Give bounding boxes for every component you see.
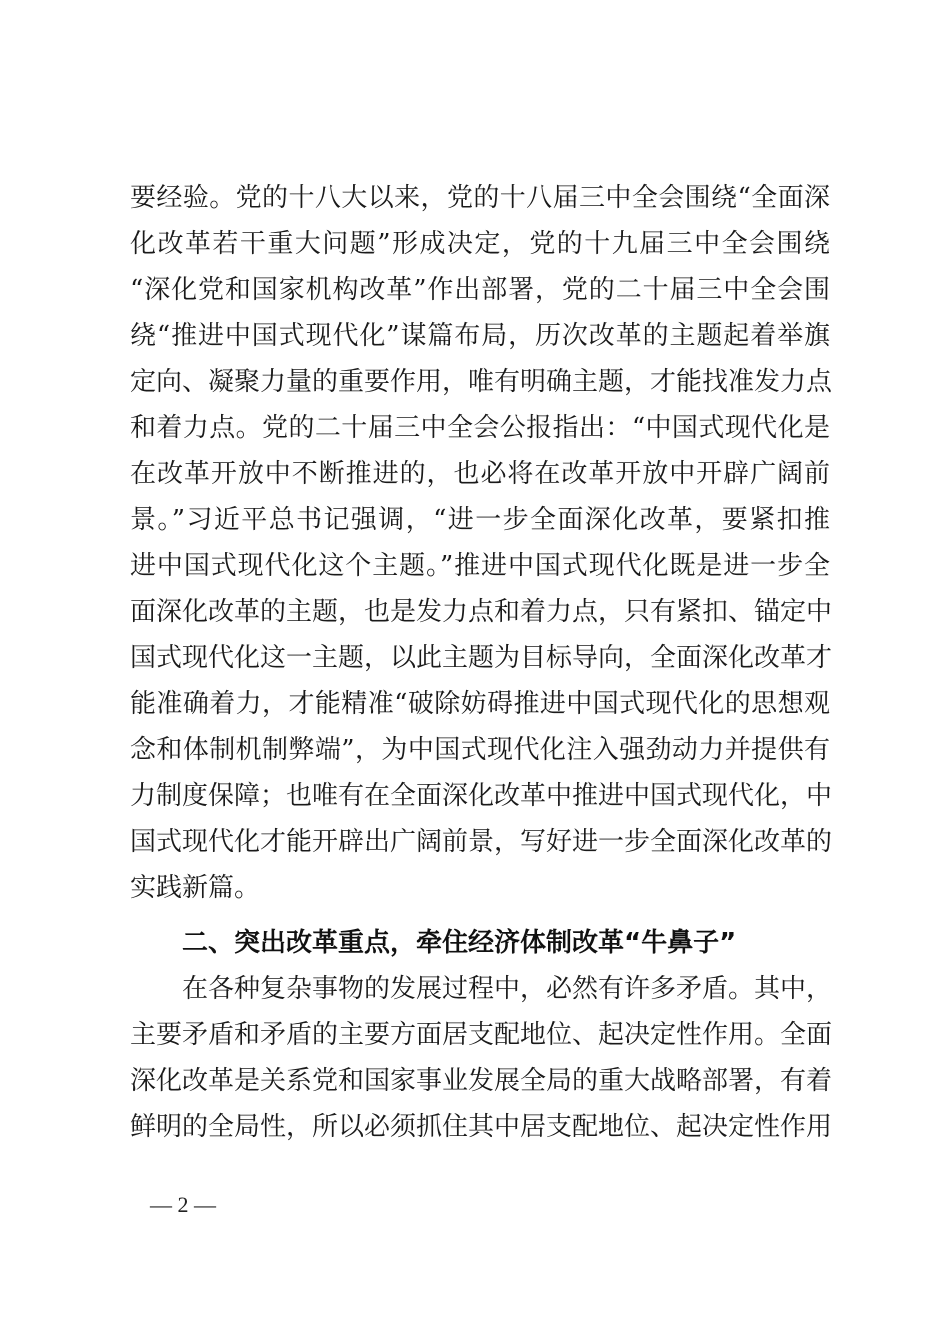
text-line: 能准确着力，才能精准“破除妨碍推进中国式现代化的思想观 [130, 689, 830, 719]
text-line: 绕“推进中国式现代化”谋篇布局，历次改革的主题起着举旗 [130, 321, 830, 351]
text-line: 念和体制机制弊端”，为中国式现代化注入强劲动力并提供有 [130, 735, 830, 765]
text-line: 国式现代化才能开辟出广阔前景，写好进一步全面深化改革的 [130, 827, 833, 857]
text-line: 面深化改革的主题，也是发力点和着力点，只有紧扣、锚定中 [130, 597, 833, 627]
text-line: 化改革若干重大问题”形成决定，党的十九届三中全会围绕 [130, 229, 830, 259]
text-line: 力制度保障；也唯有在全面深化改革中推进中国式现代化，中 [130, 781, 833, 811]
text-line: 要经验。党的十八大以来，党的十八届三中全会围绕“全面深 [130, 183, 830, 213]
text-line: 鲜明的全局性，所以必须抓住其中居支配地位、起决定性作用 [130, 1112, 833, 1142]
text-line: 景。”习近平总书记强调，“进一步全面深化改革，要紧扣推 [130, 505, 830, 535]
text-line: 进中国式现代化这个主题。”推进中国式现代化既是进一步全 [130, 551, 830, 581]
page-number: — 2 — [150, 1192, 216, 1217]
text-line: 和着力点。党的二十届三中全会公报指出：“中国式现代化是 [130, 413, 830, 443]
text-line: 在改革开放中不断推进的，也必将在改革开放中开辟广阔前 [130, 459, 830, 489]
text-line: 实践新篇。 [130, 873, 261, 903]
text-line: 国式现代化这一主题，以此主题为目标导向，全面深化改革才 [130, 643, 833, 673]
text-line: 深化改革是关系党和国家事业发展全局的重大战略部署，有着 [130, 1066, 833, 1096]
text-line: 在各种复杂事物的发展过程中，必然有许多矛盾。其中， [182, 974, 833, 1004]
section-heading: 二、突出改革重点，牵住经济体制改革“牛鼻子” [182, 928, 737, 958]
text-line: 定向、凝聚力量的重要作用，唯有明确主题，才能找准发力点 [130, 367, 833, 397]
text-line: 主要矛盾和矛盾的主要方面居支配地位、起决定性作用。全面 [130, 1020, 833, 1050]
text-line: “深化党和国家机构改革”作出部署，党的二十届三中全会围 [130, 275, 830, 305]
